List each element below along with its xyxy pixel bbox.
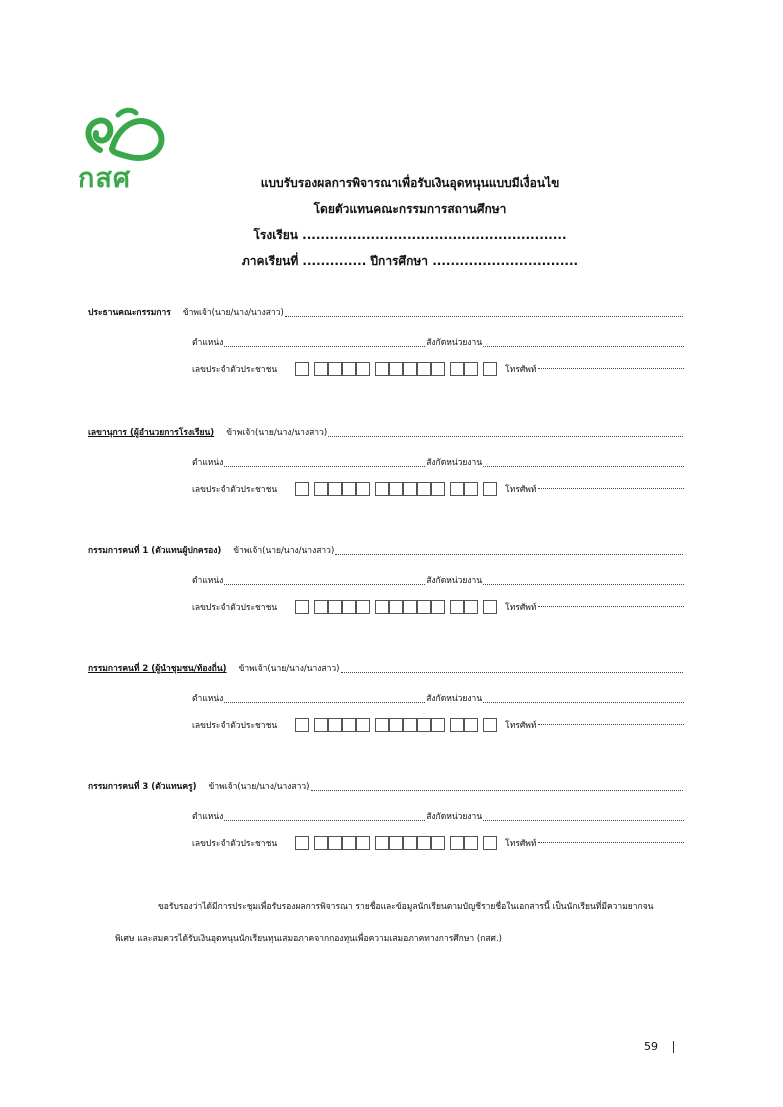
name-label: ข้าพเจ้า(นาย/นาง/นางสาว) — [182, 308, 284, 318]
id-digit-box[interactable] — [295, 836, 309, 850]
id-digit-box[interactable] — [389, 836, 403, 850]
id-number-boxes — [295, 836, 497, 850]
id-digit-box[interactable] — [328, 600, 342, 614]
id-digit-box[interactable] — [342, 718, 356, 732]
id-digit-box[interactable] — [483, 718, 497, 732]
id-digit-box[interactable] — [431, 482, 445, 496]
id-digit-box[interactable] — [342, 362, 356, 376]
page-number-divider — [673, 1041, 674, 1053]
id-number-boxes — [295, 718, 497, 732]
id-digit-box[interactable] — [314, 362, 328, 376]
id-digit-box[interactable] — [356, 718, 370, 732]
id-digit-box[interactable] — [295, 718, 309, 732]
id-digit-box[interactable] — [314, 600, 328, 614]
id-label: เลขประจำตัวประชาชน — [192, 485, 278, 495]
id-digit-box[interactable] — [403, 482, 417, 496]
phone-field[interactable] — [538, 368, 685, 369]
name-label: ข้าพเจ้า(นาย/นาง/นางสาว) — [226, 428, 328, 438]
id-digit-box[interactable] — [464, 362, 478, 376]
agency-field[interactable] — [483, 820, 684, 821]
id-digit-box[interactable] — [464, 836, 478, 850]
id-digit-box[interactable] — [328, 836, 342, 850]
agency-label: สังกัดหน่วยงาน — [426, 576, 483, 586]
phone-label: โทรศัพท์ — [505, 365, 537, 375]
id-digit-box[interactable] — [417, 600, 431, 614]
id-digit-box[interactable] — [403, 600, 417, 614]
position-field[interactable] — [224, 820, 425, 821]
id-label: เลขประจำตัวประชาชน — [192, 721, 278, 731]
id-digit-box[interactable] — [464, 718, 478, 732]
certification-line-2: พิเศษ และสมควรได้รับเงินอุดหนุนนักเรียนทุนเสมอภาคจากกองทุนเพื่อความเสมอภาคทางการศึกษา (กสศ.) — [115, 934, 502, 944]
agency-field[interactable] — [483, 702, 684, 703]
id-digit-box[interactable] — [417, 718, 431, 732]
id-digit-box[interactable] — [464, 600, 478, 614]
id-digit-box[interactable] — [356, 600, 370, 614]
committee-section — [88, 779, 688, 859]
id-digit-box[interactable] — [342, 600, 356, 614]
id-digit-box[interactable] — [389, 482, 403, 496]
id-digit-box[interactable] — [431, 362, 445, 376]
id-digit-box[interactable] — [450, 362, 464, 376]
logo-text: กสศ — [78, 163, 131, 194]
form-subtitle: โดยตัวแทนคณะกรรมการสถานศึกษา — [313, 202, 507, 216]
id-digit-box[interactable] — [389, 718, 403, 732]
id-digit-box[interactable] — [464, 482, 478, 496]
agency-field[interactable] — [483, 466, 684, 467]
id-digit-box[interactable] — [483, 362, 497, 376]
id-digit-box[interactable] — [375, 836, 389, 850]
name-field[interactable] — [311, 790, 684, 791]
school-line: โรงเรียน .......................................................... — [253, 228, 567, 242]
id-digit-box[interactable] — [375, 482, 389, 496]
id-digit-box[interactable] — [342, 836, 356, 850]
id-digit-box[interactable] — [431, 600, 445, 614]
id-digit-box[interactable] — [356, 836, 370, 850]
name-field[interactable] — [335, 554, 683, 555]
agency-label: สังกัดหน่วยงาน — [426, 458, 483, 468]
committee-role: กรรมการคนที่ 1 (ตัวแทนผู้ปกครอง) — [88, 546, 222, 556]
committee-section — [88, 661, 688, 741]
id-digit-box[interactable] — [295, 362, 309, 376]
name-label: ข้าพเจ้า(นาย/นาง/นางสาว) — [208, 782, 310, 792]
id-number-boxes — [295, 600, 497, 614]
position-field[interactable] — [224, 346, 425, 347]
id-digit-box[interactable] — [450, 836, 464, 850]
id-digit-box[interactable] — [295, 600, 309, 614]
phone-field[interactable] — [538, 606, 685, 607]
id-digit-box[interactable] — [389, 362, 403, 376]
certification-line-1: ขอรับรองว่าได้มีการประชุมเพื่อรับรองผลการพิจารณา รายชื่อและข้อมูลนักเรียนตามบัญชีรายชื่อในเอกสารนี้ เป็นนักเรียนที่มีความยากจน — [158, 902, 654, 912]
id-digit-box[interactable] — [389, 600, 403, 614]
id-digit-box[interactable] — [328, 718, 342, 732]
id-digit-box[interactable] — [356, 482, 370, 496]
id-number-boxes — [295, 482, 497, 496]
id-digit-box[interactable] — [375, 718, 389, 732]
id-digit-box[interactable] — [417, 836, 431, 850]
id-digit-box[interactable] — [328, 482, 342, 496]
id-digit-box[interactable] — [403, 362, 417, 376]
committee-section — [88, 543, 688, 623]
phone-field[interactable] — [538, 842, 685, 843]
id-digit-box[interactable] — [431, 836, 445, 850]
agency-label: สังกัดหน่วยงาน — [426, 694, 483, 704]
position-label: ตำแหน่ง — [192, 576, 224, 586]
phone-label: โทรศัพท์ — [505, 839, 537, 849]
id-digit-box[interactable] — [403, 718, 417, 732]
id-digit-box[interactable] — [483, 836, 497, 850]
form-title: แบบรับรองผลการพิจารณาเพื่อรับเงินอุดหนุนแบบมีเงื่อนไข — [260, 176, 560, 190]
id-digit-box[interactable] — [450, 718, 464, 732]
id-digit-box[interactable] — [483, 600, 497, 614]
id-label: เลขประจำตัวประชาชน — [192, 839, 278, 849]
name-field[interactable] — [328, 436, 683, 437]
position-label: ตำแหน่ง — [192, 812, 224, 822]
name-label: ข้าพเจ้า(นาย/นาง/นางสาว) — [238, 664, 340, 674]
agency-field[interactable] — [483, 584, 684, 585]
id-digit-box[interactable] — [450, 600, 464, 614]
id-digit-box[interactable] — [417, 482, 431, 496]
position-label: ตำแหน่ง — [192, 458, 224, 468]
position-field[interactable] — [224, 702, 425, 703]
id-digit-box[interactable] — [314, 836, 328, 850]
committee-role: กรรมการคนที่ 3 (ตัวแทนครู) — [88, 782, 197, 792]
id-digit-box[interactable] — [417, 362, 431, 376]
id-number-boxes — [295, 362, 497, 376]
committee-role: ประธานคณะกรรมการ — [88, 308, 171, 318]
id-digit-box[interactable] — [483, 482, 497, 496]
phone-field[interactable] — [538, 724, 685, 725]
id-digit-box[interactable] — [342, 482, 356, 496]
committee-role: กรรมการคนที่ 2 (ผู้นำชุมชน/ท้องถิ่น) — [88, 664, 227, 674]
id-digit-box[interactable] — [314, 482, 328, 496]
phone-field[interactable] — [538, 488, 685, 489]
committee-role: เลขานุการ (ผู้อำนวยการโรงเรียน) — [88, 428, 215, 438]
id-digit-box[interactable] — [375, 600, 389, 614]
position-field[interactable] — [224, 466, 425, 467]
committee-section — [88, 305, 688, 385]
position-label: ตำแหน่ง — [192, 694, 224, 704]
id-digit-box[interactable] — [356, 362, 370, 376]
id-digit-box[interactable] — [328, 362, 342, 376]
position-label: ตำแหน่ง — [192, 338, 224, 348]
agency-label: สังกัดหน่วยงาน — [426, 338, 483, 348]
agency-label: สังกัดหน่วยงาน — [426, 812, 483, 822]
phone-label: โทรศัพท์ — [505, 603, 537, 613]
page-number: 59 — [644, 1040, 658, 1053]
semester-line: ภาคเรียนที่ .............. ปีการศึกษา ................................ — [241, 254, 579, 268]
id-digit-box[interactable] — [295, 482, 309, 496]
phone-label: โทรศัพท์ — [505, 721, 537, 731]
id-digit-box[interactable] — [375, 362, 389, 376]
id-label: เลขประจำตัวประชาชน — [192, 365, 278, 375]
id-digit-box[interactable] — [431, 718, 445, 732]
position-field[interactable] — [224, 584, 425, 585]
phone-label: โทรศัพท์ — [505, 485, 537, 495]
name-field[interactable] — [341, 672, 684, 673]
agency-field[interactable] — [483, 346, 684, 347]
committee-section — [88, 425, 688, 505]
name-field[interactable] — [285, 316, 683, 317]
id-digit-box[interactable] — [450, 482, 464, 496]
id-digit-box[interactable] — [403, 836, 417, 850]
id-label: เลขประจำตัวประชาชน — [192, 603, 278, 613]
name-label: ข้าพเจ้า(นาย/นาง/นางสาว) — [233, 546, 335, 556]
id-digit-box[interactable] — [314, 718, 328, 732]
